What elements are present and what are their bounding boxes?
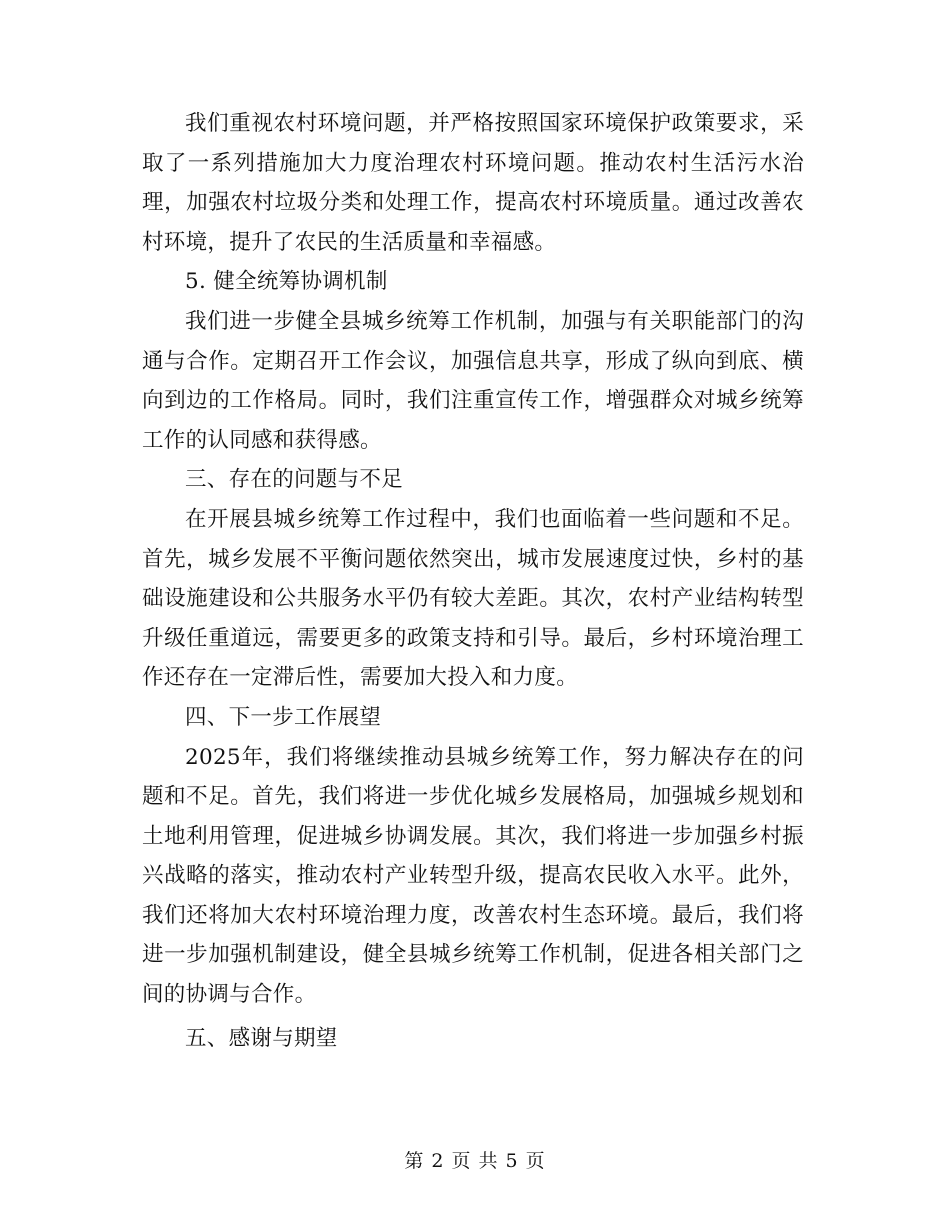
heading-coordination-mechanism: 5. 健全统筹协调机制 [185,269,388,295]
heading-outlook: 四、下一步工作展望 [185,704,382,730]
paragraph-rural-environment: 我们重视农村环境问题，并严格按照国家环境保护政策要求，采取了一系列措施加大力度治理农村环境问题。推动农村生活污水治理，加强农村垃圾分类和处理工作，提高农村环境质量。通过改善农村环境，提升了农民的生活质量和幸福感。 [142,111,804,255]
paragraph-coordination-mechanism: 我们进一步健全县城乡统筹工作机制，加强与有关职能部门的沟通与合作。定期召开工作会议，加强信息共享，形成了纵向到底、横向到边的工作格局。同时，我们注重宣传工作，增强群众对城乡统筹工作的认同感和获得感。 [142,308,804,453]
heading-thanks: 五、感谢与期望 [185,1025,338,1051]
paragraph-problems: 在开展县城乡统筹工作过程中，我们也面临着一些问题和不足。首先，城乡发展不平衡问题依然突出，城市发展速度过快，乡村的基础设施建设和公共服务水平仍有较大差距。其次，农村产业结构转型升级任重道远，需要更多的政策支持和引导。最后，乡村环境治理工作还存在一定滞后性，需要加大投入和力度。 [142,506,804,691]
paragraph-outlook: 2025年，我们将继续推动县城乡统筹工作，努力解决存在的问题和不足。首先，我们将进一步优化城乡发展格局，加强城乡规划和土地利用管理，促进城乡协调发展。其次，我们将进一步加强乡村振兴战略的落实，推动农村产业转型升级，提高农民收入水平。此外，我们还将加大农村环境治理力度，改善农村生态环境。最后，我们将进一步加强机制建设，健全县城乡统筹工作机制，促进各相关部门之间的协调与合作。 [142,744,804,1008]
page-number-footer: 第 2 页 共 5 页 [404,1150,546,1172]
document-body [142,104,804,1058]
heading-problems: 三、存在的问题与不足 [185,467,404,493]
